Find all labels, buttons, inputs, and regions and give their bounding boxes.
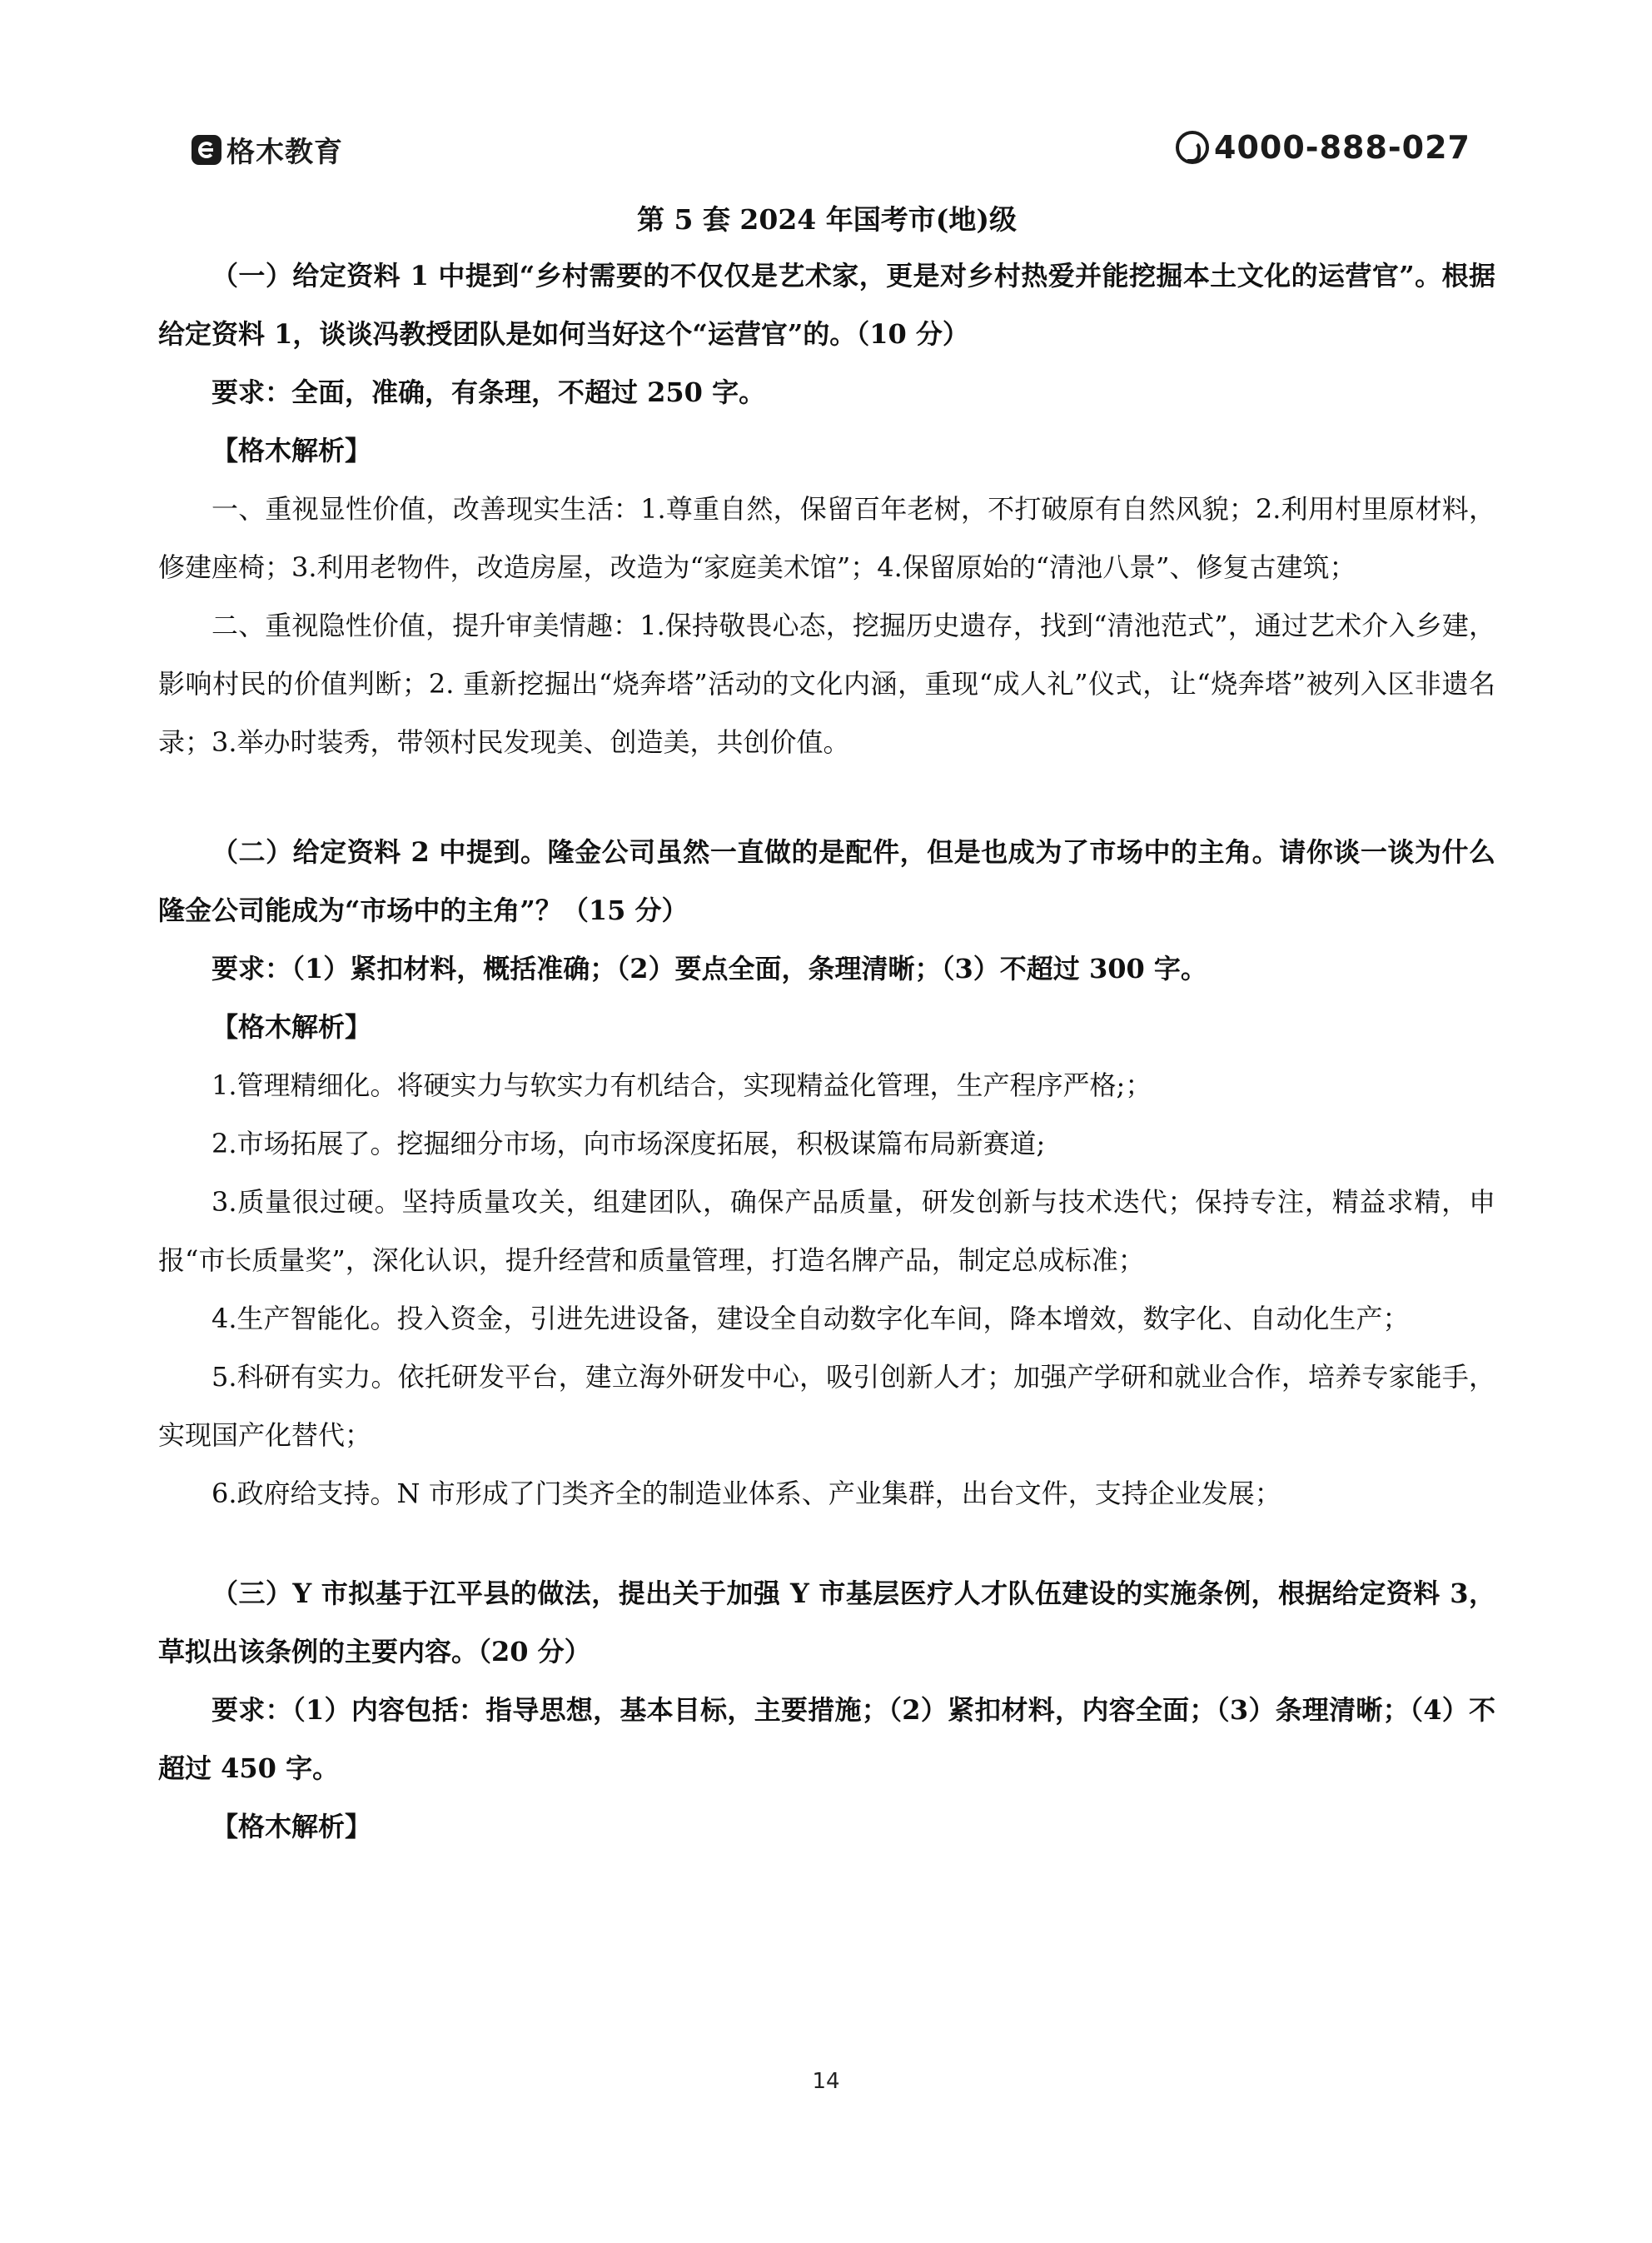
question-3-requirement: 要求：（1）内容包括：指导思想，基本目标，主要措施；（2）紧扣材料，内容全面；（3）条理清晰；（4）不超过 450 字。 <box>158 1694 1495 1784</box>
section-spacer <box>158 1523 1495 1564</box>
question-3-section <box>158 1564 1495 1856</box>
answer-item: 4.生产智能化。投入资金，引进先进设备，建设全自动数字化车间，降本增效，数字化、自动化生产； <box>211 1303 1410 1334</box>
answer-paragraph: 一、重视显性价值，改善现实生活：1.尊重自然，保留百年老树，不打破原有自然风貌；2.利用村里原材料，修建座椅；3.利用老物件，改造房屋，改造为“家庭美术馆”；4.保留原始的“清池八景”、修复古建筑； <box>158 493 1495 583</box>
answer-paragraph: 二、重视隐性价值，提升审美情趣：1.保持敬畏心态，挖掘历史遗存，找到“清池范式”，通过艺术介入乡建，影响村民的价值判断；2. 重新挖掘出“烧奔塔”活动的文化内涵，重现“成人礼”仪式，让“烧奔塔”被列入区非遗名录；3.举办时装秀，带领村民发现美、创造美，共创价值。 <box>158 610 1495 758</box>
answer-item: 2.市场拓展了。挖掘细分市场，向市场深度拓展，积极谋篇布局新赛道; <box>211 1128 1046 1159</box>
hotline <box>1176 129 1470 166</box>
question-3-analysis-tag: 【格木解析】 <box>211 1811 372 1842</box>
document-body <box>158 193 1495 1856</box>
hotline-number: 4000-888-027 <box>1214 129 1470 166</box>
question-1-section <box>158 247 1495 771</box>
question-2-text: （二）给定资料 2 中提到。隆金公司虽然一直做的是配件，但是也成为了市场中的主角。请你谈一谈为什么隆金公司能成为“市场中的主角”？（15 分） <box>158 836 1495 926</box>
phone-icon <box>1176 131 1209 164</box>
brand-logo <box>192 129 343 170</box>
question-2-requirement: 要求：（1）紧扣材料，概括准确；（2）要点全面，条理清晰；（3）不超过 300 字。 <box>211 953 1207 984</box>
answer-item: 6.政府给支持。N 市形成了门类齐全的制造业体系、产业集群，出台文件，支持企业发展； <box>211 1478 1281 1509</box>
question-1-text: （一）给定资料 1 中提到“乡村需要的不仅仅是艺术家，更是对乡村热爱并能挖掘本土文化的运营官”。根据给定资料 1，谈谈冯教授团队是如何当好这个“运营官”的。（10 分） <box>158 260 1495 350</box>
section-spacer <box>158 771 1495 823</box>
question-1-analysis-tag: 【格木解析】 <box>211 435 372 466</box>
document-title: 第 5 套 2024 年国考市(地)级 <box>637 203 1017 236</box>
answer-item: 1.管理精细化。将硬实力与软实力有机结合，实现精益化管理，生产程序严格;； <box>211 1069 1152 1101</box>
logo-e-icon <box>192 135 221 165</box>
question-3-text: （三）Y 市拟基于江平县的做法，提出关于加强 Y 市基层医疗人才队伍建设的实施条例，根据给定资料 3，草拟出该条例的主要内容。（20 分） <box>158 1578 1495 1667</box>
page-header <box>158 129 1494 179</box>
question-1-requirement: 要求：全面，准确，有条理，不超过 250 字。 <box>211 376 766 408</box>
question-2-section <box>158 823 1495 1523</box>
question-2-analysis-tag: 【格木解析】 <box>211 1011 372 1043</box>
logo-text: 格木教育 <box>226 136 343 169</box>
page-number: 14 <box>812 2069 840 2094</box>
answer-item: 5.科研有实力。依托研发平台，建立海外研发中心，吸引创新人才；加强产学研和就业合作，培养专家能手，实现国产化替代； <box>158 1361 1495 1451</box>
answer-item: 3.质量很过硬。坚持质量攻关，组建团队，确保产品质量，研发创新与技术迭代；保持专注，精益求精，申报“市长质量奖”，深化认识，提升经营和质量管理，打造名牌产品，制定总成标准； <box>158 1186 1495 1276</box>
